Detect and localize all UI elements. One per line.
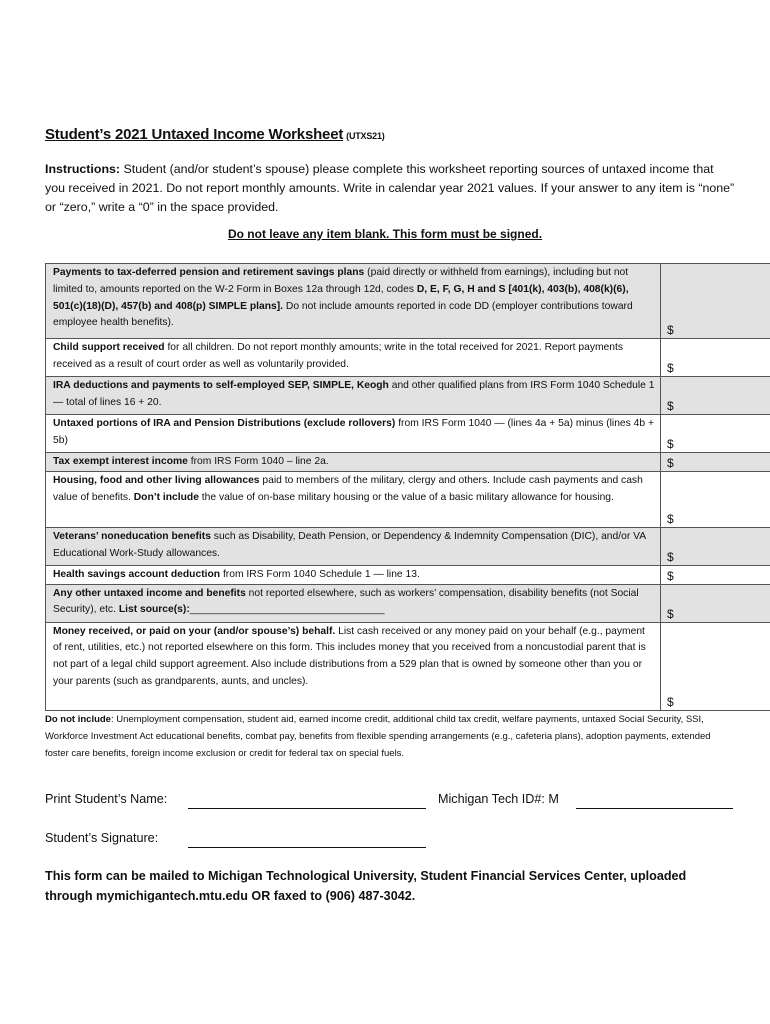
instructions-label: Instructions: <box>45 162 121 176</box>
table-row <box>46 584 770 622</box>
mailing-instructions: This form can be mailed to Michigan Technological University, Student Financial Services Center, uploaded through mymichigantech.mtu.edu OR faxed to (906) 487-3042. <box>45 869 687 903</box>
print-name-field[interactable] <box>188 808 426 809</box>
exclusions-text: : Unemployment compensation, student aid, earned income credit, additional child tax credit, welfare payments, untaxed Social Security, SSI, Workforce Investment Act educational benefits, combat pay, benefits from flexible spending arrangements (e.g., cafeteria plans), adoption payments, extended foster care benefits, foreign income exclusion or credit for federal tax on special fuels. <box>45 714 711 759</box>
row-description: Money received, or paid on your (and/or spouse’s) behalf. List cash received or any money paid on your behalf (e.g., payment of rent, utilities, etc.) not reported elsewhere on this form. This includes money that you received from a noncustodial parent that is not part of a legal child support agreement. Also include distributions from a 529 plan that is owned by someone other than you or your parents (such as grandparents, aunts, and uncles). <box>46 622 661 710</box>
amount-field[interactable]: $ <box>661 471 770 527</box>
table-row <box>46 471 770 527</box>
row-description: Child support received for all children. Do not report monthly amounts; write in the total received for 2021. Report payments received as a result of court order as well as voluntarily provided. <box>46 339 661 377</box>
table-row <box>46 453 770 472</box>
table-row <box>46 415 770 453</box>
signature-label: Student’s Signature: <box>45 831 159 845</box>
amount-field[interactable]: $ <box>661 377 770 415</box>
tech-id-field[interactable] <box>576 808 733 809</box>
row-description: IRA deductions and payments to self-employed SEP, SIMPLE, Keogh and other qualified plans from IRS Form 1040 Schedule 1 — total of lines 16 + 20. <box>46 377 661 415</box>
income-table <box>45 263 770 711</box>
instructions <box>45 160 735 217</box>
amount-field[interactable]: $ <box>661 527 770 565</box>
table-row <box>46 527 770 565</box>
row-description: Tax exempt interest income from IRS Form 1040 – line 2a. <box>46 453 661 472</box>
tech-id-label: Michigan Tech ID#: M <box>438 792 559 806</box>
title-text: Student’s 2021 Untaxed Income Worksheet <box>45 126 344 143</box>
notice: Do not leave any item blank. This form must be signed. <box>227 227 543 241</box>
exclusions-label: Do not include <box>45 714 111 725</box>
amount-field[interactable]: $ <box>661 415 770 453</box>
table-row <box>46 565 770 584</box>
table-row <box>46 622 770 710</box>
table-row <box>46 377 770 415</box>
print-name-label: Print Student’s Name: <box>45 792 168 806</box>
row-description: Health savings account deduction from IRS Form 1040 Schedule 1 — line 13. <box>46 565 661 584</box>
row-description: Untaxed portions of IRA and Pension Distributions (exclude rollovers) from IRS Form 1040 — (lines 4a + 5a) minus (lines 4b + 5b) <box>46 415 661 453</box>
row-description: Housing, food and other living allowances paid to members of the military, clergy and others. Include cash payments and cash value of benefits. Don’t include the value of on-base military housing or the value of a basic military allowance for housing. <box>46 471 661 527</box>
exclusions-note <box>45 711 725 762</box>
table-row <box>46 339 770 377</box>
amount-field[interactable]: $ <box>661 622 770 710</box>
amount-field[interactable]: $ <box>661 264 770 339</box>
row-description: Veterans’ noneducation benefits such as Disability, Death Pension, or Dependency & Indemnity Compensation (DIC), and/or VA Educational Work-Study allowances. <box>46 527 661 565</box>
table-row <box>46 264 770 339</box>
instructions-text: Student (and/or student’s spouse) please complete this worksheet reporting sources of untaxed income that you received in 2021. Do not report monthly amounts. Write in calendar year 2021 values. If your answer to any item is “none” or “zero,” write a “0” in the space provided. <box>45 162 735 214</box>
row-description: Any other untaxed income and benefits not reported elsewhere, such as workers’ compensation, disability benefits (not Social Security), etc. List source(s):__________________________________ <box>46 584 661 622</box>
amount-field[interactable]: $ <box>661 453 770 472</box>
form-code: (UTXS21) <box>346 131 385 141</box>
row-description: Payments to tax-deferred pension and retirement savings plans (paid directly or withheld from earnings), including but not limited to, amounts reported on the W-2 Form in Boxes 12a through 12d, codes D, E, F, G, H and S [401(k), 403(b), 408(k)(6), 501(c)(18)(D), 457(b) and 408(p) SIMPLE plans]. Do not include amounts reported in code DD (employer contributions toward employee health benefits). <box>46 264 661 339</box>
page-title <box>45 126 385 143</box>
amount-field[interactable]: $ <box>661 339 770 377</box>
amount-field[interactable]: $ <box>661 584 770 622</box>
amount-field[interactable]: $ <box>661 565 770 584</box>
signature-field[interactable] <box>188 847 426 848</box>
